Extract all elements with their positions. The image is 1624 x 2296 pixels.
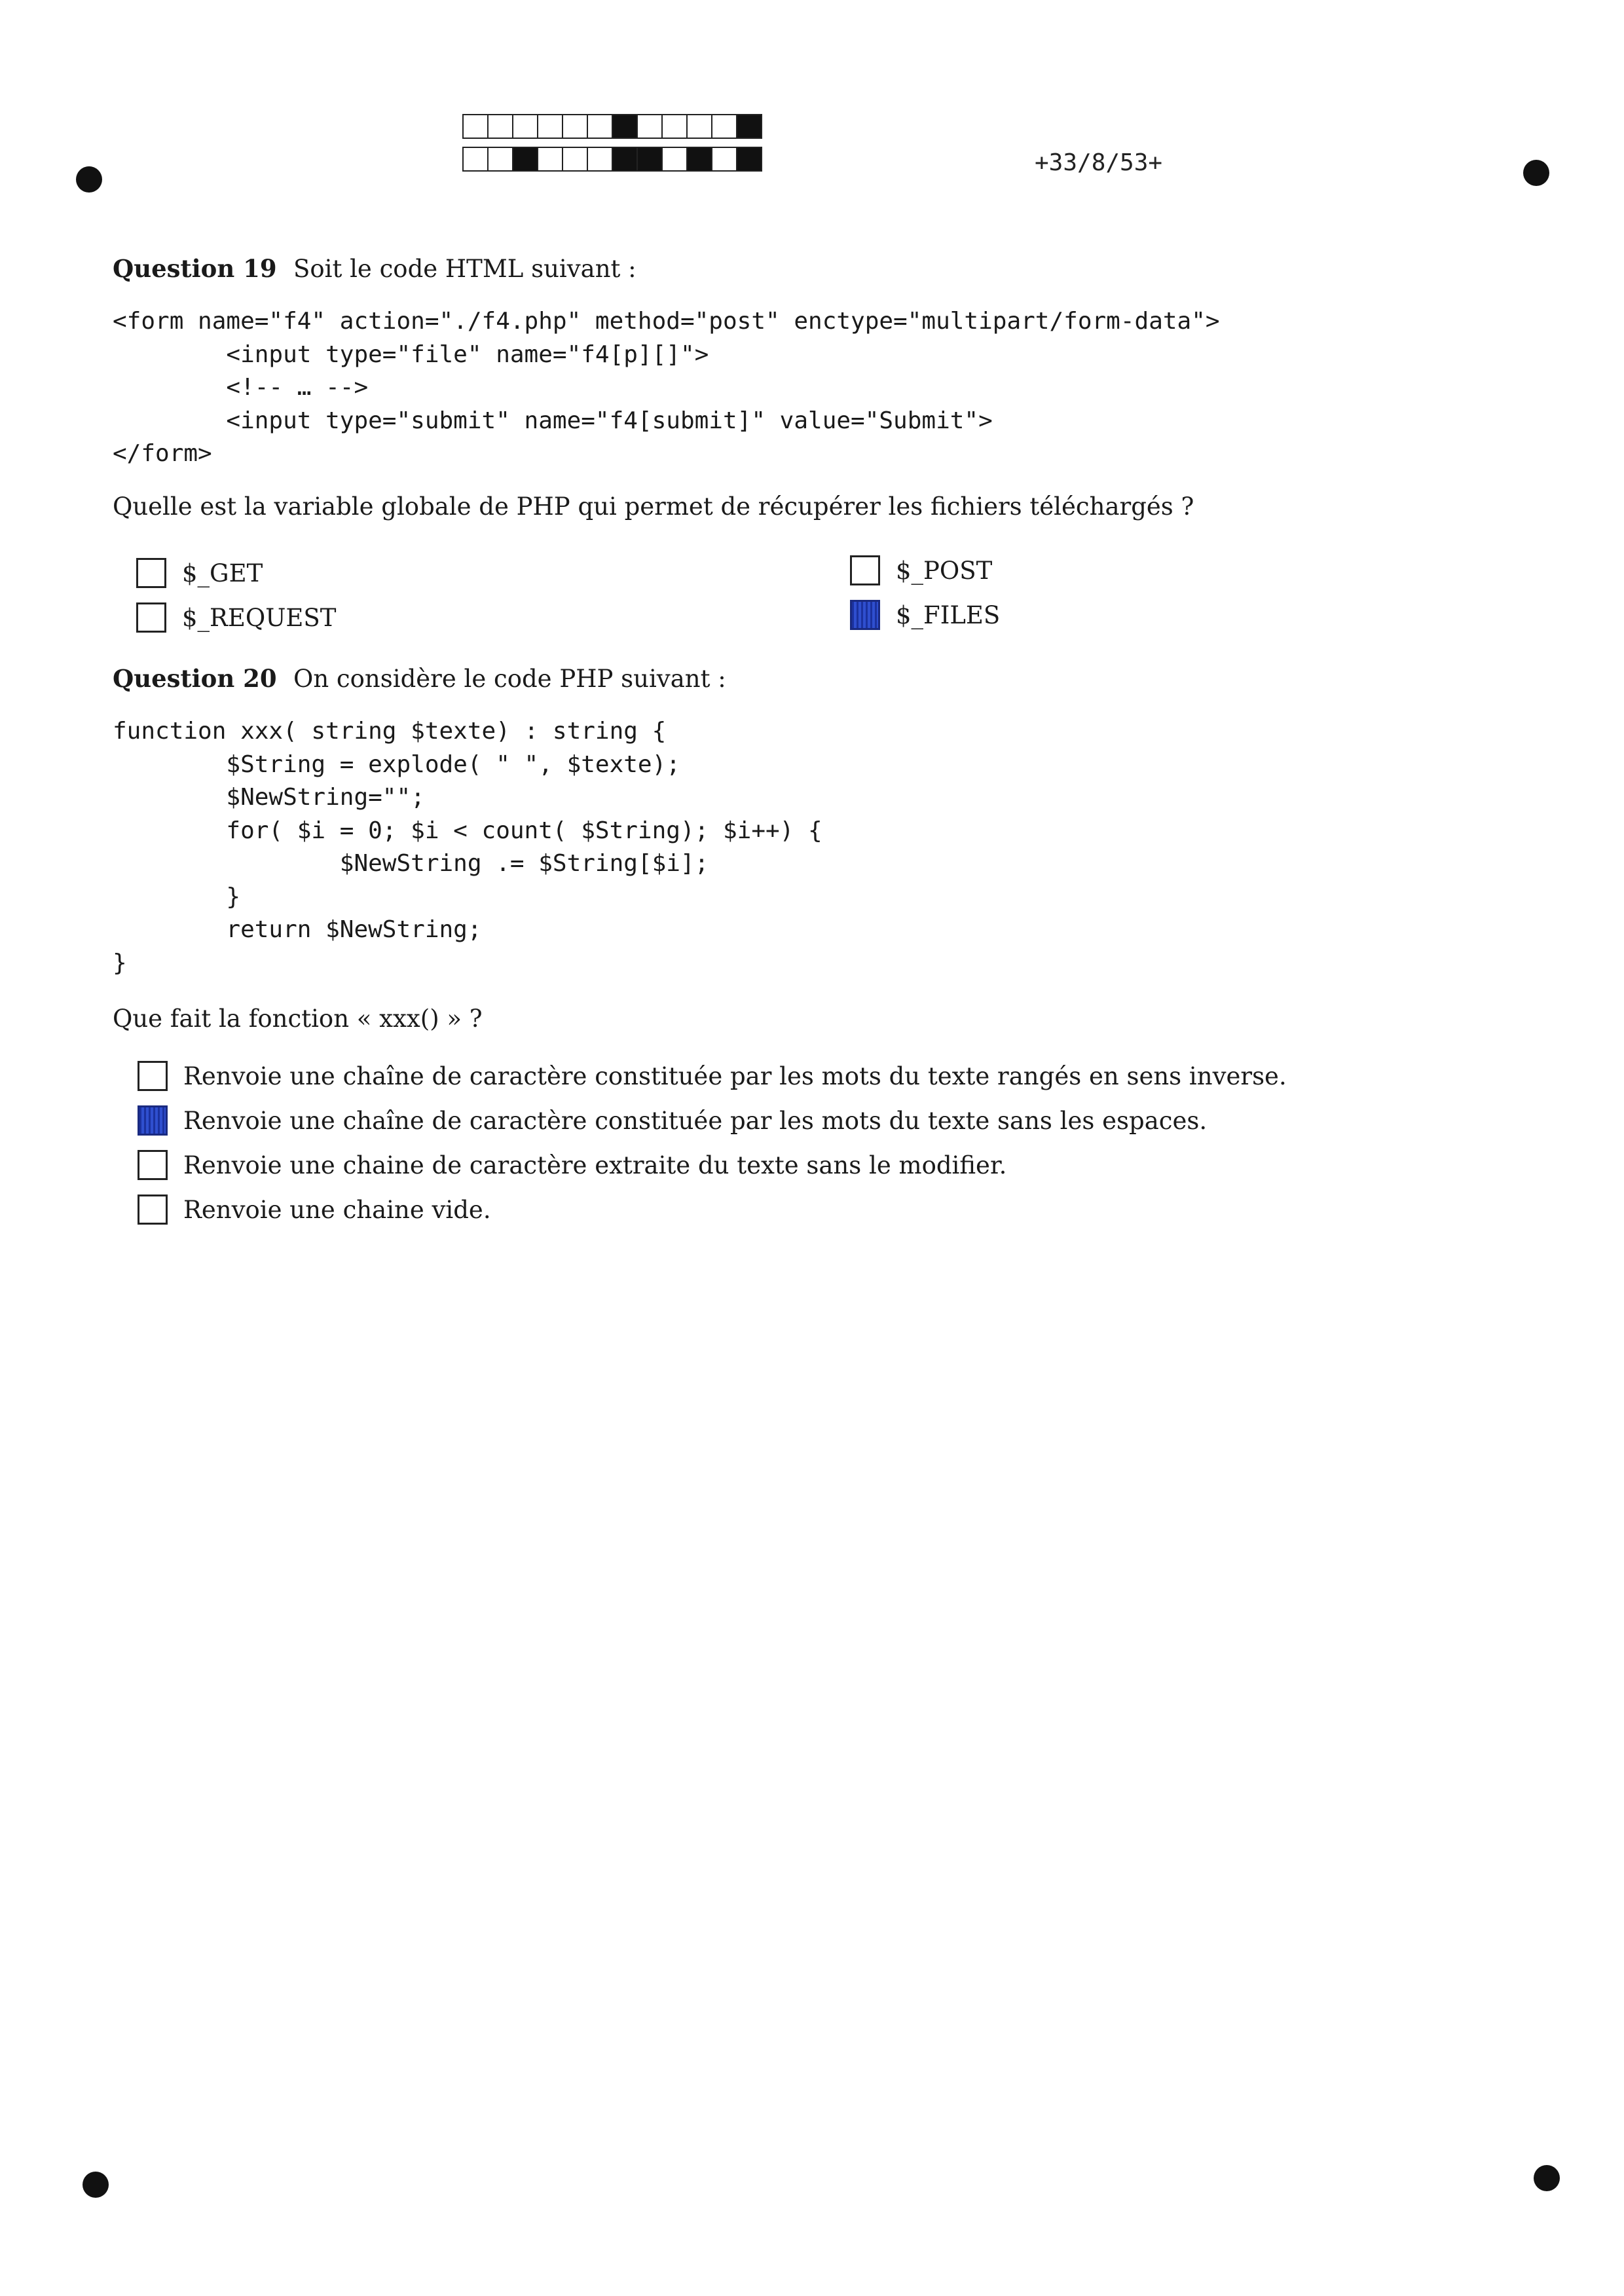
barcode-cell (686, 147, 712, 172)
q19-option-post-checkbox[interactable] (850, 555, 880, 585)
barcode-cell (661, 114, 688, 139)
barcode-cell (686, 114, 712, 139)
question-20-header (113, 664, 726, 693)
q19-option-files[interactable] (850, 600, 1000, 630)
barcode-cell (587, 147, 613, 172)
q20-option-3-checkbox[interactable] (138, 1150, 168, 1180)
barcode-row-1 (462, 114, 761, 139)
question-20-prompt: Que fait la fonction « xxx() » ? (113, 1005, 483, 1033)
q19-option-post-label: $_POST (896, 556, 993, 585)
barcode-cell (562, 147, 588, 172)
q19-option-files-checkbox[interactable] (850, 600, 880, 630)
question-20-intro: On considère le code PHP suivant : (293, 665, 726, 693)
q19-option-post[interactable] (850, 555, 992, 585)
q20-option-1-checkbox[interactable] (138, 1061, 168, 1091)
q20-option-2[interactable] (138, 1105, 1207, 1136)
barcode-cell (562, 114, 588, 139)
question-19-prompt: Quelle est la variable globale de PHP qui permet de récupérer les fichiers téléchargés ? (113, 492, 1194, 521)
q19-option-request-checkbox[interactable] (136, 602, 166, 633)
registration-dot-bottom-left (83, 2172, 109, 2198)
question-19-code: <form name="f4" action="./f4.php" method="post" enctype="multipart/form-data"> <input type="file" name="f4[p][]"> <!-- … --> <input type="submit" name="f4[submit]" value="Submit"> </form> (113, 308, 1220, 467)
barcode-cell (711, 147, 737, 172)
q19-option-request-label: $_REQUEST (182, 603, 337, 632)
q19-option-get-label: $_GET (182, 559, 263, 587)
registration-dot-top-left (76, 166, 102, 193)
question-20-code: function xxx( string $texte) : string { $String = explode( " ", $texte); $NewString=""; for( $i = 0; $i < count( $String); $i++) { $NewString .= $String[$i]; } return $NewString; } (113, 718, 822, 976)
barcode-cell (612, 147, 638, 172)
question-19-number: Question 19 (113, 254, 277, 283)
barcode-cell (711, 114, 737, 139)
q20-option-4[interactable] (138, 1194, 491, 1225)
barcode-cell (512, 147, 538, 172)
question-20-number: Question 20 (113, 664, 277, 693)
barcode-cell (661, 147, 688, 172)
barcode-cell (487, 114, 513, 139)
barcode-cell (637, 147, 663, 172)
question-19-header (113, 254, 637, 283)
barcode-cell (637, 114, 663, 139)
q19-option-get-checkbox[interactable] (136, 558, 166, 588)
barcode-cell (612, 114, 638, 139)
registration-dot-top-right (1523, 160, 1549, 186)
q19-option-files-label: $_FILES (896, 601, 1001, 629)
barcode-cell (736, 147, 762, 172)
registration-dot-bottom-right (1534, 2165, 1560, 2191)
barcode-cell (537, 147, 563, 172)
barcode-cell (587, 114, 613, 139)
q20-option-4-label: Renvoie une chaine vide. (183, 1195, 491, 1224)
q19-option-request[interactable] (136, 602, 336, 633)
barcode-cell (462, 147, 489, 172)
q19-option-get[interactable] (136, 558, 263, 588)
barcode-cell (537, 114, 563, 139)
q20-option-2-checkbox[interactable] (138, 1105, 168, 1136)
page-code: +33/8/53+ (1035, 149, 1163, 176)
barcode-cell (736, 114, 762, 139)
barcode-cell (487, 147, 513, 172)
barcode-cell (512, 114, 538, 139)
q20-option-3[interactable] (138, 1150, 1006, 1180)
q20-option-2-label: Renvoie une chaîne de caractère constituée par les mots du texte sans les espaces. (183, 1106, 1208, 1135)
q20-option-4-checkbox[interactable] (138, 1194, 168, 1225)
q20-option-1[interactable] (138, 1061, 1287, 1091)
barcode-cell (462, 114, 489, 139)
question-19-intro: Soit le code HTML suivant : (293, 255, 637, 283)
q20-option-1-label: Renvoie une chaîne de caractère constituée par les mots du texte rangés en sens inverse. (183, 1062, 1287, 1090)
barcode-row-2 (462, 147, 761, 172)
q20-option-3-label: Renvoie une chaine de caractère extraite du texte sans le modifier. (183, 1151, 1007, 1179)
